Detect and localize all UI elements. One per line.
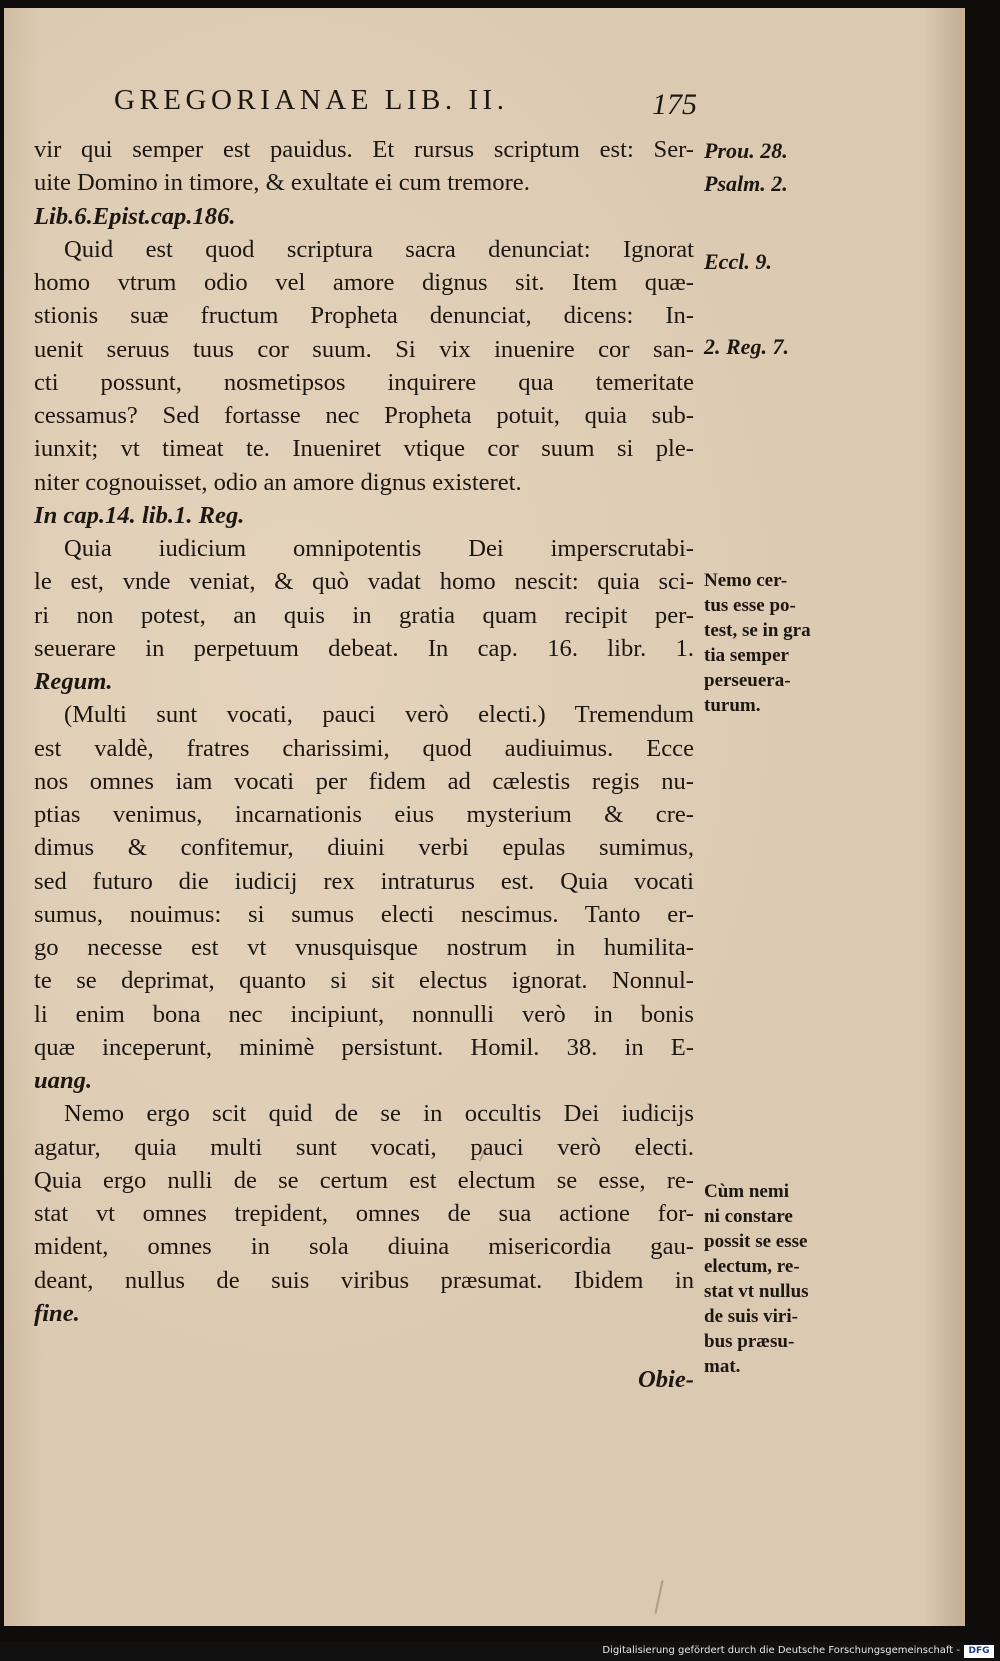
text-line: Quia iudicium omnipotentis Dei imperscrutabi- [64, 535, 694, 562]
text-line: agatur, quia multi sunt vocati, pauci verò electi. [34, 1133, 694, 1161]
text-line: stionis suæ fructum Propheta denunciat, dicens: In- [34, 302, 694, 330]
text-line: go necesse est vt vnusquisque nostrum in humilita- [34, 934, 694, 961]
text-line: Quid est quod scriptura sacra denunciat: Ignorat [64, 235, 694, 263]
text-line: sed futuro die iudicij rex intraturus est. Quia vocati [34, 867, 694, 895]
text-line: deant, nullus de suis viribus præsumat. Ibidem in [34, 1266, 694, 1294]
text-line: Nemo ergo scit quid de se in occultis Dei iudicijs [64, 1100, 694, 1128]
margin-gloss-line: perseuera- [704, 670, 791, 691]
margin-gloss-cum-nemini [704, 1179, 809, 1379]
margin-note-eccl: Eccl. 9. [704, 249, 772, 274]
pencil-mark [654, 1580, 663, 1614]
margin-gloss-line: Nemo cer- [704, 570, 788, 591]
margin-gloss-line: test, se in gra [704, 620, 811, 641]
text-line: est valdè, fratres charissimi, quod audiuimus. Ecce [34, 734, 694, 762]
text-line: dimus & confitemur, diuini verbi epulas sumimus, [34, 834, 694, 862]
text-line-citation: In cap.14. lib.1. Reg. [34, 501, 245, 529]
text-line-citation: Lib.6.Epist.cap.186. [34, 202, 236, 230]
text-line-citation: fine. [34, 1299, 80, 1327]
text-line: Quia ergo nulli de se certum est electum se esse, re- [34, 1166, 694, 1194]
text-line-citation: uang. [34, 1067, 93, 1094]
margin-gloss-line: Cùm nemi [704, 1181, 789, 1202]
text-line: nos omnes iam vocati per fidem ad cælestis regis nu- [34, 767, 694, 795]
margin-gloss-line: electum, re- [704, 1256, 800, 1277]
text-line: mident, omnes in sola diuina misericordia gau- [34, 1233, 694, 1261]
text-line: te se deprimat, quanto si sit electus ignorat. Nonnul- [34, 967, 694, 995]
text-line: vir qui semper est pauidus. Et rursus scriptum est: Ser- [34, 136, 694, 163]
margin-gloss-line: possit se esse [704, 1231, 808, 1252]
text-line: stat vt omnes trepident, omnes de sua actione for- [34, 1200, 694, 1227]
text-line: (Multi sunt vocati, pauci verò electi.) Tremendum [64, 701, 694, 729]
margin-gloss-line: tus esse po- [704, 595, 796, 616]
margin-gloss-line: stat vt nullus [704, 1281, 809, 1302]
text-line: cti possunt, nosmetipsos inquirere qua temeritate [34, 368, 694, 396]
text-line: niter cognouisset, odio an amore dignus existeret. [34, 468, 522, 496]
margin-gloss-line: bus præsu- [704, 1331, 795, 1352]
page-number: 175 [652, 88, 697, 121]
text-line: li enim bona nec incipiunt, nonnulli verò in bonis [34, 1000, 694, 1028]
margin-note-prou: Prou. 28. [704, 138, 788, 163]
margin-gloss-nemo-certus [704, 568, 811, 718]
margin-gloss-line: tia semper [704, 645, 789, 666]
text-line: uenit seruus tuus cor suum. Si vix inuenire cor san- [34, 335, 694, 363]
text-line: cessamus? Sed fortasse nec Propheta potuit, quia sub- [34, 402, 694, 429]
text-line: uite Domino in timore, & exultate ei cum tremore. [34, 169, 530, 197]
margin-note-psalm: Psalm. 2. [704, 171, 788, 196]
dfg-logo: DFG [964, 1645, 994, 1658]
text-line: ptias venimus, incarnationis eius mysterium & cre- [34, 801, 694, 828]
main-text-column [34, 133, 694, 1397]
text-line: quæ inceperunt, minimè persistunt. Homil. 38. in E- [34, 1033, 694, 1061]
text-line-citation: Regum. [34, 668, 113, 695]
text-line: iunxit; vt timeat te. Inueniret vtique cor suum si ple- [34, 435, 694, 463]
text-line: homo vtrum odio vel amore dignus sit. Item quæ- [34, 269, 694, 296]
running-head: GREGORIANAE LIB. II. [114, 84, 509, 116]
digitization-credit: Digitalisierung gefördert durch die Deutsche Forschungsgemeinschaft - [602, 1645, 960, 1656]
catchword: Obie- [638, 1366, 694, 1394]
margin-gloss-line: turum. [704, 695, 761, 716]
book-page [4, 8, 965, 1626]
text-line: seuerare in perpetuum debeat. In cap. 16. libr. 1. [34, 634, 694, 662]
margin-gloss-line: de suis viri- [704, 1306, 798, 1327]
margin-gloss-line: mat. [704, 1356, 741, 1377]
text-line: le est, vnde veniat, & quò vadat homo nescit: quia sci- [34, 568, 694, 596]
text-line: sumus, nouimus: si sumus electi nescimus. Tanto er- [34, 900, 694, 928]
margin-note-reg: 2. Reg. 7. [704, 334, 789, 359]
text-line: ri non potest, an quis in gratia quam recipit per- [34, 601, 694, 629]
text-line-blank [34, 1330, 694, 1363]
margin-gloss-line: ni constare [704, 1206, 793, 1227]
